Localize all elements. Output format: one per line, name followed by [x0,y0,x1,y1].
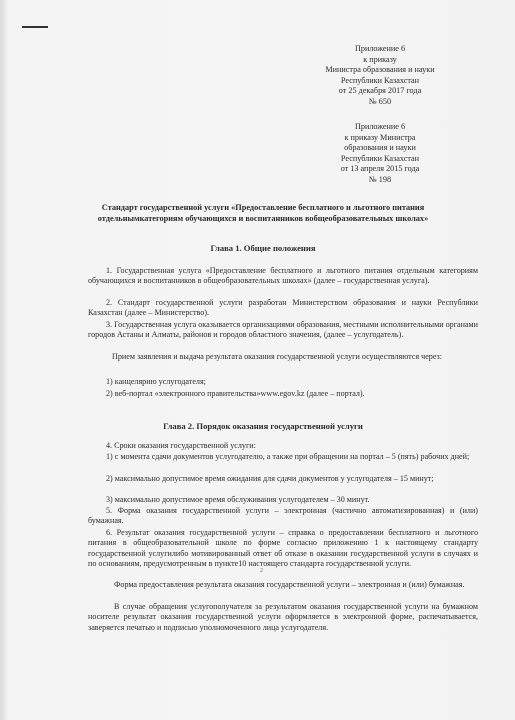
appendix-line: № 650 [368,96,392,106]
appendix-line: № 198 [368,174,392,184]
paragraph-reception: Прием заявления и выдача результата оказания государственной услуги осуществляются через: [112,352,442,361]
chapter-1-heading: Глава 1. Общие положения [210,243,316,253]
list-item-term-3: 3) максимально допустимое время обслуживания услугодателем – 30 минут. [106,495,370,504]
list-item-portal: 2) веб-портал «электронного правительства»www.egov.kz (далее – портал). [106,389,365,398]
appendix-line: от 25 декабря 2017 года [338,86,422,96]
paragraph-4: 4. Сроки оказания государственной услуги: [106,441,256,450]
document-title [48,202,478,224]
chapter-2-heading: Глава 2. Порядок оказания государственной услуги [163,421,363,431]
title-line: Стандарт государственной услуги «Предоставление бесплатного и льготного питания [101,203,425,212]
list-item-term-2: 2) максимально допустимое время ожидания для сдачи документов у услугодателя – 15 минут; [106,474,434,483]
appendix-line: Министра образования и науки [325,65,435,75]
appendix-line: к приказу [363,54,397,64]
paragraph-5: 5. Форма оказания государственной услуги – электронная (частично автоматизированная) и (или) бумажная. [88,506,478,526]
paragraph-1: 1. Государственная услуга «Предоставление бесплатного и льготного питания отдельным категориям обучающихся и воспитанников в общеобразовательных школах» (далее – государственная услуга). [88,266,478,286]
paragraph-2: 2. Стандарт государственной услуги разработан Министерством образования и науки Республики Казахстан (далее – Министерство). [88,298,478,318]
appendix-line: Приложение 6 [354,122,406,131]
paragraph-3: 3. Государственная услуга оказывается организациями образования, местными исполнительными органами городов Астаны и Алматы, районов и городов областного значения, (далее – услугодатель). [88,320,478,340]
margin-dash [22,26,48,28]
list-item-office: 1) канцелярию услугодателя; [106,377,206,386]
appendix-line: Приложение 6 [354,44,406,53]
title-line: отдельнымкатегориям обучающихся и воспитанников вобщеобразовательных школах» [97,214,429,223]
list-item-term-1: 1) с момента сдачи документов услугодателю, а также при обращении на портал – 5 (пять) рабочих дней; [106,452,470,461]
appendix-line: от 13 апреля 2015 года [340,164,420,174]
appendix-line: образования и науки [344,143,416,153]
paragraph-form: Форма предоставления результата оказания государственной услуги – электронная и (или) бумажная. [114,580,465,589]
paragraph-paper: В случае обращения услугополучателя за результатом оказания государственной услуги на бумажном носителе результат оказания государственной услуги оформляется в электронной форме, распечатывается, заверяется печатью и подписью уполномоченного лица услугодателя. [88,602,478,632]
page-mark: 2 [260,568,263,574]
appendix-line: Республики Казахстан [340,75,420,85]
paragraph-6: 6. Результат оказания государственной услуги – справка о предоставлении бесплатного и льготного питания в общеобразовательной школе по форме согласно приложению 1 к настоящему стандарту государственной услугилибо мотивированный ответ об отказе в оказании государственной услуги в случаях и по основаниям, предусмотренным в пункте10 настоящего стандарта государственной услуги. [88,528,478,569]
appendix-line: Республики Казахстан [340,153,420,163]
appendix-line: к приказу Министра [344,132,416,142]
appendix-block-2017 [300,44,460,108]
appendix-block-2015 [300,122,460,186]
